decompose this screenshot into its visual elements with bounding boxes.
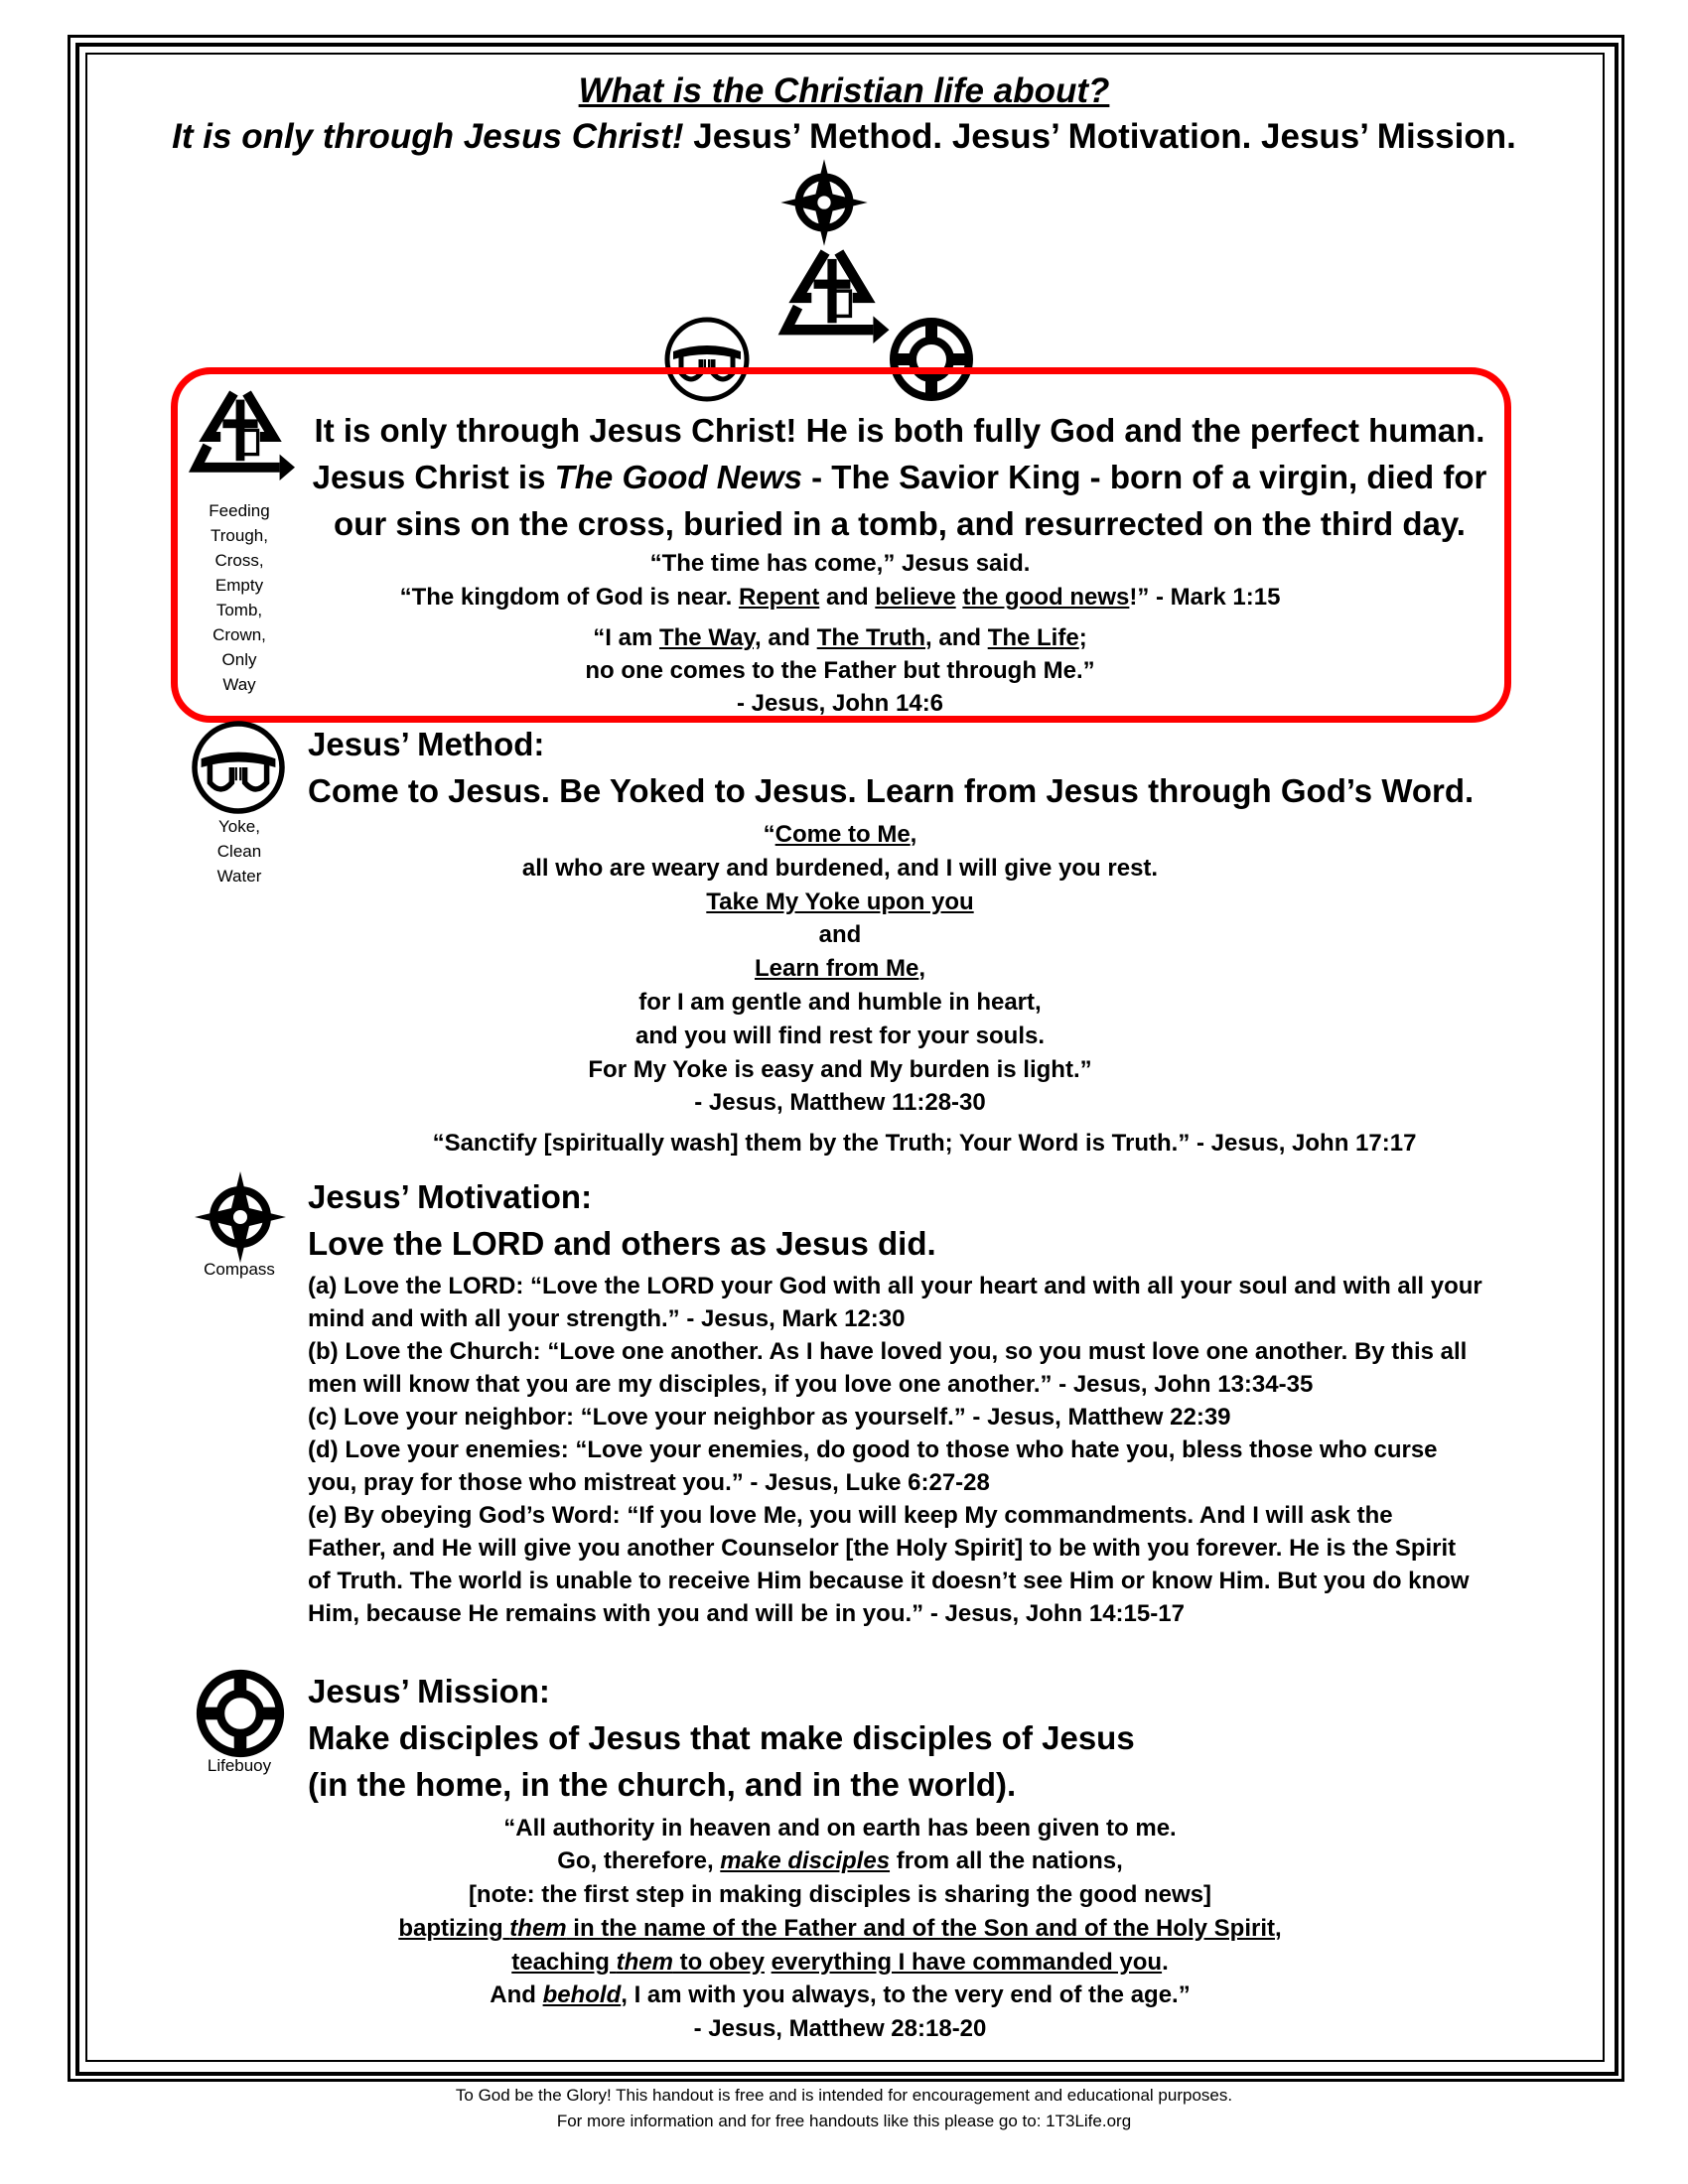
text: “ [763, 821, 775, 848]
label-line: Feeding [209, 501, 270, 520]
text: Come to Me [774, 821, 911, 848]
text: The Truth [816, 624, 926, 651]
footer-line1: To God be the Glory! This handout is free and is intended for encouragement and educational purposes. [455, 2086, 1233, 2105]
section1-quote1: “The time has come,” Jesus said. [649, 550, 1031, 577]
motivation-line: (e) By obeying God’s Word: “If you love Me, you will keep My commandments. And I will ask the [308, 1502, 1393, 1529]
section1-icon-label [195, 498, 284, 697]
text: make disciples [720, 1847, 891, 1874]
page-title: What is the Christian life about? [578, 71, 1110, 110]
mission-quote4 [294, 1912, 1386, 1945]
method-icon-label [195, 814, 284, 888]
text: and [761, 624, 817, 651]
text [765, 1949, 772, 1976]
motivation-line: of Truth. The world is unable to receive Him because it doesn’t see Him or know Him. But you do know [308, 1568, 1470, 1594]
method-heading: Jesus’ Method: [308, 726, 545, 762]
compass-icon [780, 159, 867, 245]
section1-line2 [294, 454, 1505, 500]
text: everything I have commanded you [771, 1949, 1163, 1976]
label-line: Clean [216, 842, 262, 861]
text: “I am [593, 624, 659, 651]
mission-quote6 [294, 1979, 1386, 2011]
yoke-icon [185, 718, 294, 817]
text: them [509, 1915, 567, 1942]
section1-line3: our sins on the cross, buried in a tomb, and resurrected on the third day. [334, 505, 1466, 542]
compass-icon [191, 1167, 290, 1267]
label-line: Only [221, 650, 257, 669]
text: Repent [738, 584, 820, 611]
section1-line1: It is only through Jesus Christ! He is both fully God and the perfect human. [314, 412, 1485, 449]
text: teaching [511, 1949, 617, 1976]
text: , [910, 821, 917, 848]
good-news-italic: The Good News [554, 459, 802, 495]
text: Jesus Christ is [312, 459, 555, 495]
text: in the name [566, 1915, 706, 1942]
text: from all the nations, [890, 1847, 1123, 1874]
method-line8: For My Yoke is easy and My burden is light.” [588, 1056, 1092, 1083]
subtitle-italic: It is only through Jesus Christ! [172, 117, 684, 156]
mission-quote1: “All authority in heaven and on earth has been given to me. [503, 1815, 1177, 1842]
mission-subheading2: (in the home, in the church, and in the world). [308, 1766, 1017, 1803]
text: Go, therefore, [557, 1847, 721, 1874]
text: , [918, 955, 926, 982]
mission-heading: Jesus’ Mission: [308, 1673, 550, 1709]
method-line3: Take My Yoke upon you [706, 888, 974, 915]
method-line5 [294, 952, 1386, 985]
label-line: Empty [214, 576, 264, 595]
label-line: Trough, [211, 526, 268, 545]
text: of the Father and of the Son and of the Holy Spirit [705, 1915, 1275, 1942]
motivation-subheading: Love the LORD and others as Jesus did. [308, 1225, 936, 1262]
method-subheading: Come to Jesus. Be Yoked to Jesus. Learn from Jesus through God’s Word. [308, 772, 1475, 809]
text: . [1162, 1949, 1169, 1976]
label-line: Yoke, [218, 817, 260, 836]
section1-quote4: no one comes to the Father but through Me.” [585, 657, 1095, 684]
motivation-line: (a) Love the LORD: “Love the LORD your God with all your heart and with all your soul and with all your [308, 1273, 1482, 1299]
trinity-cross-icon [786, 252, 890, 343]
label-line: Way [222, 675, 256, 694]
motivation-line: (d) Love your enemies: “Love your enemies, do good to those who hate you, bless those who curse [308, 1436, 1438, 1463]
text: to obey [672, 1949, 765, 1976]
icon-cluster [0, 0, 1688, 417]
text: and [819, 584, 876, 611]
motivation-line: (c) Love your neighbor: “Love your neighbor as yourself.” - Jesus, Matthew 22:39 [308, 1404, 1231, 1431]
motivation-icon-label: Compass [204, 1260, 275, 1279]
motivation-heading: Jesus’ Motivation: [308, 1178, 593, 1215]
text: behold [542, 1981, 622, 2008]
method-line4: and [818, 921, 862, 948]
section1-quote3 [294, 621, 1386, 654]
footer-line2: For more information and for free handouts like this please go to: 1T3Life.org [556, 2112, 1132, 2130]
method-line7: and you will find rest for your souls. [634, 1023, 1046, 1049]
text: the good news [962, 584, 1130, 611]
text: ; [1078, 624, 1087, 651]
text: The Life [987, 624, 1079, 651]
text: And [490, 1981, 543, 2008]
motivation-line: Father, and He will give you another Counselor [the Holy Spirit] to be with you forever. He is the Spirit [308, 1535, 1457, 1562]
text: , [1275, 1915, 1282, 1942]
label-line: Crown, [212, 625, 266, 644]
subtitle-rest: Jesus’ Method. Jesus’ Motivation. Jesus’ Mission. [683, 117, 1516, 156]
section1-quote5: - Jesus, John 14:6 [736, 690, 944, 717]
text: believe [875, 584, 956, 611]
method-line10: “Sanctify [spiritually wash] them by the Truth; Your Word is Truth.” - Jesus, John 17:17 [432, 1130, 1417, 1157]
motivation-list [308, 1270, 1599, 1630]
method-line2: all who are weary and burdened, and I will give you rest. [521, 855, 1159, 882]
method-line6: for I am gentle and humble in heart, [638, 989, 1042, 1016]
text: “The kingdom of God is near. [399, 584, 739, 611]
mission-quote5 [294, 1946, 1386, 1979]
text: baptizing [398, 1915, 510, 1942]
text: , I am with you always, to the very end of the age.” [621, 1981, 1191, 2008]
motivation-line: men will know that you are my disciples, if you love one another.” - Jesus, John 13:34-35 [308, 1371, 1314, 1398]
mission-subheading1: Make disciples of Jesus that make disciples of Jesus [308, 1719, 1135, 1756]
mission-quote3: [note: the first step in making disciples is sharing the good news] [468, 1881, 1212, 1908]
mission-icon-label: Lifebuoy [207, 1756, 272, 1775]
motivation-line: (b) Love the Church: “Love one another. As I have loved you, so you must love one another. By this all [308, 1338, 1468, 1365]
motivation-line: mind and with all your strength.” - Jesus, Mark 12:30 [308, 1305, 906, 1332]
text: The Way, [658, 624, 762, 651]
label-line: Cross, [214, 551, 264, 570]
motivation-line: Him, because He remains with you and will be in you.” - Jesus, John 14:15-17 [308, 1600, 1185, 1627]
lifebuoy-icon [191, 1664, 290, 1763]
method-line1 [294, 818, 1386, 851]
text: !” - Mark 1:15 [1129, 584, 1281, 611]
text: , and [925, 624, 988, 651]
text: Learn from Me [754, 955, 919, 982]
mission-quote2 [294, 1844, 1386, 1877]
method-line9: - Jesus, Matthew 11:28-30 [694, 1089, 986, 1116]
text: - The Savior King - born of a virgin, died for [801, 459, 1487, 495]
section1-quote2 [294, 581, 1386, 614]
mission-quote7: - Jesus, Matthew 28:18-20 [693, 2015, 987, 2042]
label-line: Water [216, 867, 262, 886]
trinity-cross-icon [181, 377, 300, 496]
text: them [616, 1949, 673, 1976]
motivation-line: you, pray for those who mistreat you.” - Jesus, Luke 6:27-28 [308, 1469, 990, 1496]
label-line: Tomb, [215, 601, 263, 619]
